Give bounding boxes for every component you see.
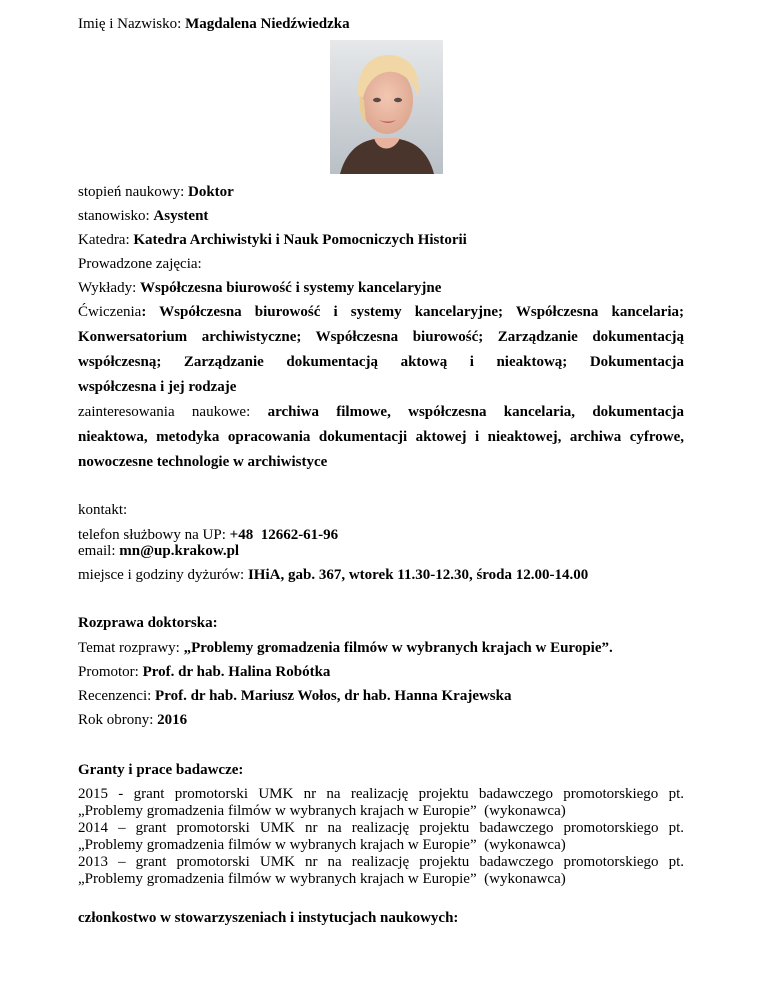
email-label: email:: [78, 543, 116, 559]
phone-label: telefon służbowy na UP:: [78, 527, 226, 543]
exercises-line-4: współczesna i jej rodzaje: [78, 379, 237, 395]
email-value[interactable]: mn@up.krakow.pl: [119, 543, 240, 559]
degree-label: stopień naukowy:: [78, 184, 185, 200]
interests-line-2: nieaktowa, metodyka opracowania dokumentacji aktowej i nieaktowej, archiwa cyfrowe,: [78, 429, 684, 445]
lectures-line: [78, 278, 684, 298]
grants-heading: Granty i prace badawcze:: [78, 762, 244, 778]
exercises-line-2: Konwersatorium archiwistyczne; Współczesna biurowość; Zarządzanie dokumentacją: [78, 329, 684, 345]
position-value: Asystent: [153, 208, 209, 224]
grant-item-line1: 2013 – grant promotorski UMK nr na realizację projektu badawczego promotorskiego pt.: [78, 854, 684, 870]
degree-line: [78, 182, 684, 202]
reviewers-label: Recenzenci:: [78, 688, 152, 704]
office-hours-line: [78, 565, 684, 585]
promoter-value: Prof. dr hab. Halina Robótka: [142, 664, 331, 680]
degree-value: Doktor: [188, 184, 234, 200]
thesis-topic-value: „Problemy gromadzenia filmów w wybranych krajach w Europie”.: [183, 640, 613, 656]
exercises-line-1: Ćwiczenia: Współczesna biurowość i systemy kancelaryjne; Współczesna kancelaria;: [78, 304, 684, 320]
position-line: [78, 206, 684, 226]
grant-item-line2: „Problemy gromadzenia filmów w wybranych krajach w Europie” (wykonawca): [78, 871, 566, 887]
thesis-heading: Rozprawa doktorska:: [78, 615, 218, 631]
membership-heading: członkostwo w stowarzyszeniach i instytucjach naukowych:: [78, 910, 459, 926]
portrait-image: [330, 40, 443, 174]
grant-item-line2: „Problemy gromadzenia filmów w wybranych krajach w Europie” (wykonawca): [78, 803, 566, 819]
exercises-line-3: współczesną; Zarządzanie dokumentacją aktową i nieaktową; Dokumentacja: [78, 354, 684, 370]
phone-value: +48 12662-61-96: [229, 527, 339, 543]
department-line: [78, 230, 684, 250]
interests-line-3: nowoczesne technologie w archiwistyce: [78, 454, 328, 470]
department-label: Katedra:: [78, 232, 130, 248]
reviewers-line: [78, 686, 684, 706]
promoter-label: Promotor:: [78, 664, 139, 680]
grant-item-line1: 2015 - grant promotorski UMK nr na realizację projektu badawczego promotorskiego pt.: [78, 786, 684, 802]
name-line: [78, 14, 684, 34]
thesis-topic-label: Temat rozprawy:: [78, 640, 180, 656]
defense-year-label: Rok obrony:: [78, 712, 154, 728]
reviewers-value: Prof. dr hab. Mariusz Wołos, dr hab. Hanna Krajewska: [155, 688, 512, 704]
office-value: IHiA, gab. 367, wtorek 11.30-12.30, środa 12.00-14.00: [247, 567, 589, 583]
lectures-value: Współczesna biurowość i systemy kancelaryjne: [140, 280, 442, 296]
position-label: stanowisko:: [78, 208, 150, 224]
exercises-label: Ćwiczenia: [78, 304, 142, 320]
person-name: Magdalena Niedźwiedzka: [185, 16, 350, 32]
department-value: Katedra Archiwistyki i Nauk Pomocniczych Historii: [133, 232, 467, 248]
thesis-topic-line: [78, 638, 684, 658]
grant-item-line1: 2014 – grant promotorski UMK nr na realizację projektu badawczego promotorskiego pt.: [78, 820, 684, 836]
contact-heading: kontakt:: [78, 502, 128, 518]
promoter-line: [78, 662, 684, 682]
grant-item-line2: „Problemy gromadzenia filmów w wybranych krajach w Europie” (wykonawca): [78, 837, 566, 853]
defense-year-value: 2016: [157, 712, 188, 728]
email-line: [78, 541, 684, 561]
interests-line-1: zainteresowania naukowe: archiwa filmowe, współczesna kancelaria, dokumentacja: [78, 404, 684, 420]
courses-heading: Prowadzone zajęcia:: [78, 256, 202, 272]
lectures-label: Wykłady:: [78, 280, 137, 296]
portrait-photo: [330, 40, 443, 174]
interests-label: zainteresowania naukowe:: [78, 404, 251, 420]
office-label: miejsce i godziny dyżurów:: [78, 567, 245, 583]
defense-year-line: [78, 710, 684, 730]
name-label: Imię i Nazwisko:: [78, 16, 182, 32]
